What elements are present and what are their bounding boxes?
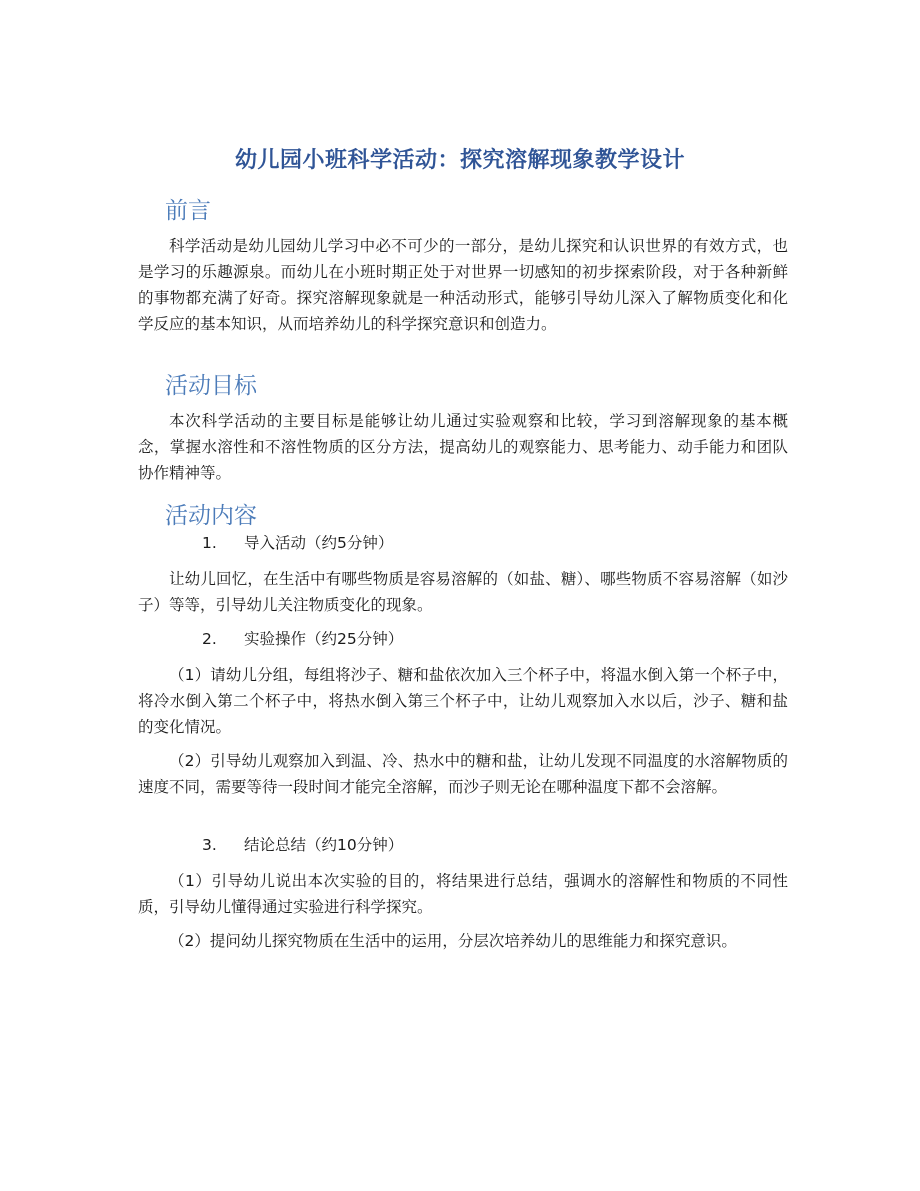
heading-content: 活动内容: [165, 503, 257, 529]
document-title: 幼儿园小班科学活动：探究溶解现象教学设计: [234, 148, 685, 173]
paragraph-conclusion-2: （2）提问幼儿探究物质在生活中的运用，分层次培养幼儿的思维能力和探究意识。: [169, 932, 737, 950]
list-item-intro: [202, 530, 393, 556]
list-label: 导入活动（约5分钟）: [244, 534, 394, 552]
list-item-conclusion: [202, 832, 403, 858]
paragraph-conclusion-1: （1）引导幼儿说出本次实验的目的，将结果进行总结，强调水的溶解性和物质的不同性质，引导幼儿懂得通过实验进行科学探究。: [138, 872, 788, 916]
paragraph-goals: 本次科学活动的主要目标是能够让幼儿通过实验观察和比较，学习到溶解现象的基本概念，掌握水溶性和不溶性物质的区分方法，提高幼儿的观察能力、思考能力、动手能力和团队协作精神等。: [138, 412, 788, 482]
heading-goals: 活动目标: [165, 373, 257, 399]
paragraph-experiment-1: （1）请幼儿分组，每组将沙子、糖和盐依次加入三个杯子中，将温水倒入第一个杯子中，将冷水倒入第二个杯子中，将热水倒入第三个杯子中，让幼儿观察加入水以后，沙子、糖和盐的变化情况。: [138, 666, 788, 736]
paragraph-intro: 让幼儿回忆，在生活中有哪些物质是容易溶解的（如盐、糖）、哪些物质不容易溶解（如沙子）等等，引导幼儿关注物质变化的现象。: [138, 570, 788, 614]
list-label: 结论总结（约10分钟）: [244, 836, 404, 854]
heading-preface: 前言: [165, 198, 211, 224]
paragraph-preface: 科学活动是幼儿园幼儿学习中必不可少的一部分，是幼儿探究和认识世界的有效方式，也是学习的乐趣源泉。而幼儿在小班时期正处于对世界一切感知的初步探索阶段，对于各种新鲜的事物都充满了好奇。探究溶解现象就是一种活动形式，能够引导幼儿深入了解物质变化和化学反应的基本知识，从而培养幼儿的科学探究意识和创造力。: [138, 237, 788, 333]
list-number: 3.: [202, 836, 217, 854]
list-label: 实验操作（约25分钟）: [244, 630, 404, 648]
list-number: 2.: [202, 630, 217, 648]
paragraph-experiment-2: （2）引导幼儿观察加入到温、冷、热水中的糖和盐，让幼儿发现不同温度的水溶解物质的速度不同，需要等待一段时间才能完全溶解，而沙子则无论在哪种温度下都不会溶解。: [138, 752, 788, 796]
list-item-experiment: [202, 626, 403, 652]
list-number: 1.: [202, 534, 217, 552]
